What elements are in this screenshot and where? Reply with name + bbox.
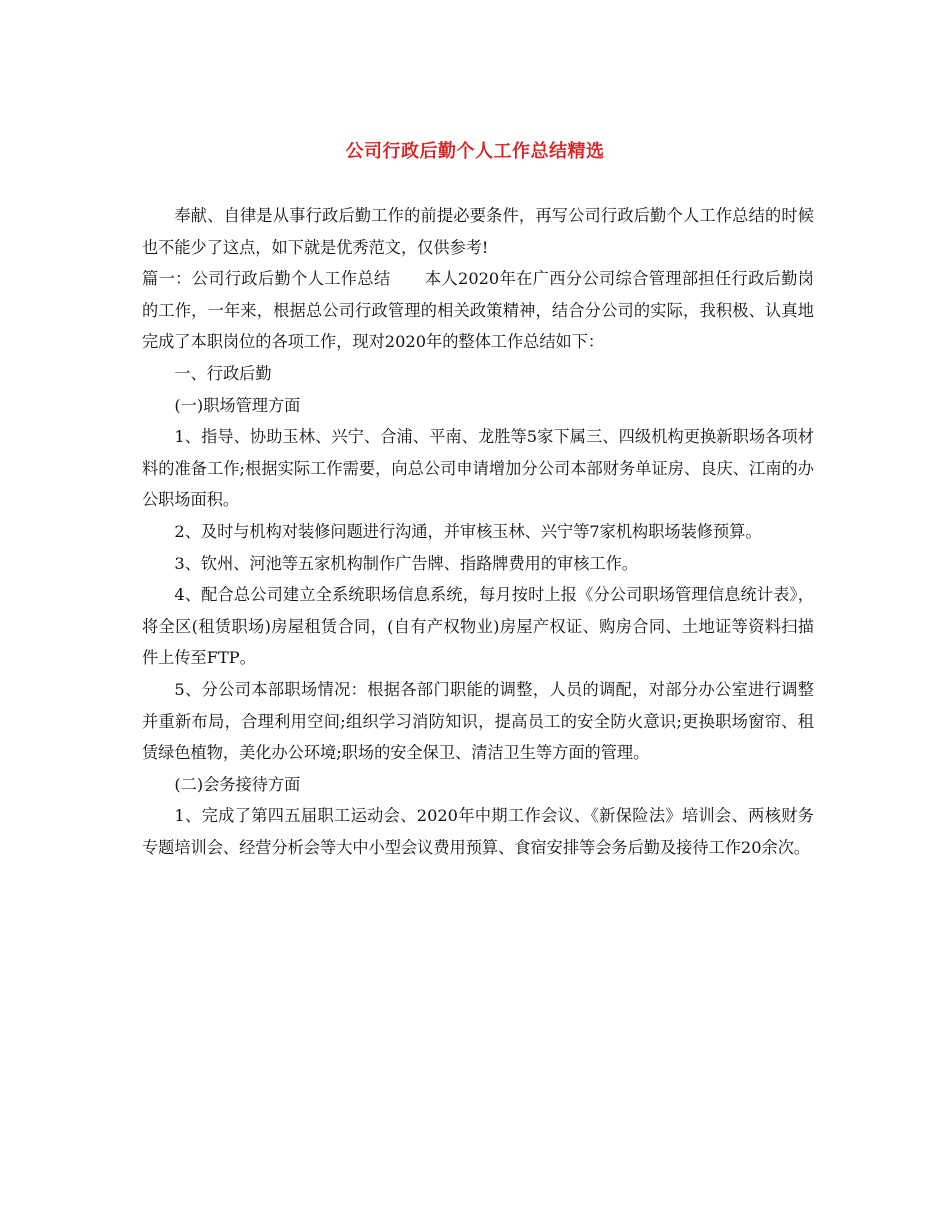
list-item: 1、指导、协助玉林、兴宁、合浦、平南、龙胜等5家下属三、四级机构更换新职场各项材料的准备工作;根据实际工作需要，向总公司申请增加分公司本部财务单证房、良庆、江南的办公职场面积。 — [142, 427, 814, 510]
list-item: 5、分公司本部职场情况：根据各部门职能的调整，人员的调配，对部分办公室进行调整并重新布局，合理利用空间;组织学习消防知识，提高员工的安全防火意识;更换职场窗帘、租赁绿色植物，美化办公环境;职场的安全保卫、清洁卫生等方面的管理。 — [142, 679, 814, 763]
part-one-heading: 篇一：公司行政后勤个人工作总结 — [142, 269, 391, 289]
document-body — [142, 200, 814, 863]
list-item: 2、及时与机构对装修问题进行沟通，并审核玉林、兴宁等7家机构职场装修预算。 — [174, 521, 762, 541]
subsection-heading-meetings: (二)会务接待方面 — [174, 774, 301, 794]
intro-paragraph: 奉献、自律是从事行政后勤工作的前提必要条件，再写公司行政后勤个人工作总结的时候也不能少了这点，如下就是优秀范文，仅供参考! — [142, 206, 814, 257]
list-item: 1、完成了第四五届职工运动会、2020年中期工作会议、《新保险法》培训会、两核财务专题培训会、经营分析会等大中小型会议费用预算、食宿安排等会务后勤及接待工作20余次。 — [142, 806, 814, 857]
subsection-heading-workplace: (一)职场管理方面 — [174, 395, 301, 415]
part-one-lead: 本人2020年在广西分公司综合管理部担任行政后勤岗的工作，一年来，根据总公司行政管理的相关政策精神，结合分公司的实际，我积极、认真地完成了本职岗位的各项工作，现对2020年的整体工作总结如下： — [142, 269, 814, 352]
list-item: 3、钦州、河池等五家机构制作广告牌、指路牌费用的审核工作。 — [174, 553, 638, 573]
document-title: 公司行政后勤个人工作总结精选 — [345, 141, 605, 162]
list-item: 4、配合总公司建立全系统职场信息系统，每月按时上报《分公司职场管理信息统计表》，将全区(租赁职场)房屋租赁合同，(自有产权物业)房屋产权证、购房合同、土地证等资料扫描件上传至FTP。 — [142, 585, 814, 668]
part-one-paragraph — [142, 263, 814, 358]
section-heading-admin: 一、行政后勤 — [174, 363, 272, 383]
